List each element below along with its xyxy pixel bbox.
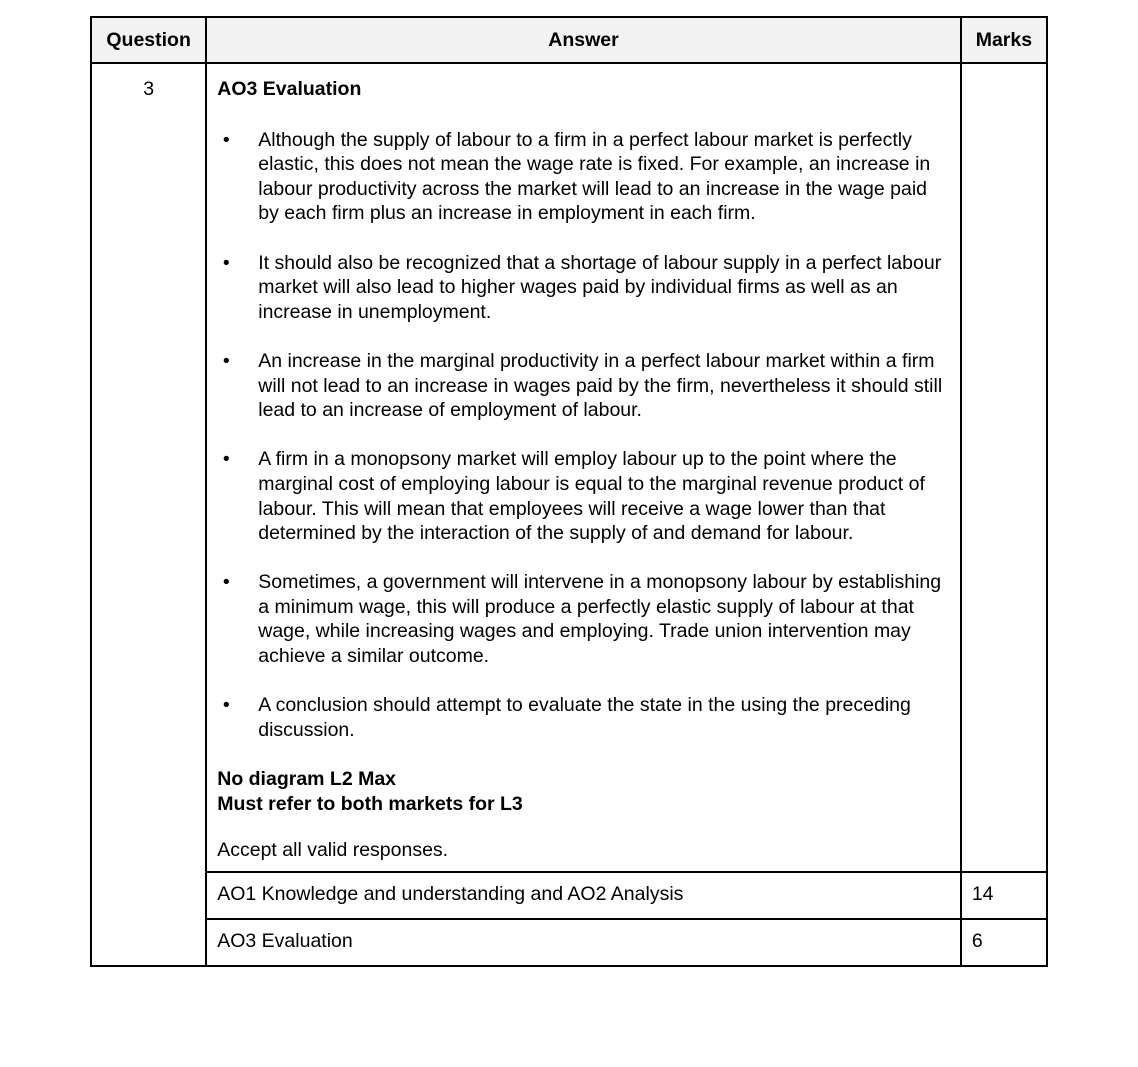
accept-note: Accept all valid responses. xyxy=(217,839,449,862)
question-number: 3 xyxy=(91,63,206,966)
bullet-icon: • xyxy=(222,571,230,594)
marking-notes xyxy=(217,767,950,816)
marks-empty-cell xyxy=(961,63,1047,872)
mark-row-value: 14 xyxy=(961,872,1047,919)
bullet-item xyxy=(217,128,950,226)
bullet-icon: • xyxy=(222,128,230,151)
bullet-icon: • xyxy=(222,448,230,471)
bullet-text: A firm in a monopsony market will employ labour up to the point where the marginal cost of employing labour is equal to the marginal revenue product of labour. This will mean that employees will receive a wage lower than that determined by the interaction of the supply of and demand for labour. xyxy=(258,448,925,545)
answer-cell xyxy=(206,63,961,872)
mark-row-label: AO3 Evaluation xyxy=(206,919,961,966)
bullet-item xyxy=(217,570,950,668)
bullet-item xyxy=(217,251,950,325)
bullet-icon: • xyxy=(222,349,230,372)
bullet-item xyxy=(217,693,950,742)
marks-header: Marks xyxy=(961,17,1047,63)
bullet-text: It should also be recognized that a shortage of labour supply in a perfect labour market will also lead to higher wages paid by individual firms as well as an increase in unemployment. xyxy=(258,251,942,323)
bullet-text: An increase in the marginal productivity in a perfect labour market within a firm will not lead to an increase in wages paid by the firm, nevertheless it should still lead to an increase of employment of labour. xyxy=(258,349,943,422)
bullet-text: Although the supply of labour to a firm in a perfect labour market is perfectly elastic, this does not mean the wage rate is fixed. For example, an increase in labour productivity across the market will lead to an increase in the wage paid by each firm plus an increase in employment in each firm. xyxy=(258,128,931,225)
bullet-icon: • xyxy=(222,251,230,274)
answer-header: Answer xyxy=(206,17,961,63)
question-header: Question xyxy=(91,17,206,63)
mark-scheme-table xyxy=(90,16,1048,967)
answer-heading: AO3 Evaluation xyxy=(217,78,362,100)
mark-row xyxy=(91,919,1047,966)
note-both-markets: Must refer to both markets for L3 xyxy=(217,792,523,815)
mark-row-value: 6 xyxy=(961,919,1047,966)
header-row xyxy=(91,17,1047,63)
bullet-item xyxy=(217,447,950,545)
bullet-item xyxy=(217,349,950,423)
mark-row-label: AO1 Knowledge and understanding and AO2 Analysis xyxy=(206,872,961,919)
note-no-diagram: No diagram L2 Max xyxy=(217,768,397,791)
bullet-text: A conclusion should attempt to evaluate the state in the using the preceding discussion. xyxy=(258,694,911,741)
bullet-icon: • xyxy=(222,694,230,717)
bullet-list xyxy=(217,128,950,743)
bullet-text: Sometimes, a government will intervene in a monopsony labour by establishing a minimum wage, this will produce a perfectly elastic supply of labour at that wage, while increasing wages and employing. Trade union intervention may achieve a similar outcome. xyxy=(258,571,942,668)
answer-row xyxy=(91,63,1047,872)
mark-row xyxy=(91,872,1047,919)
